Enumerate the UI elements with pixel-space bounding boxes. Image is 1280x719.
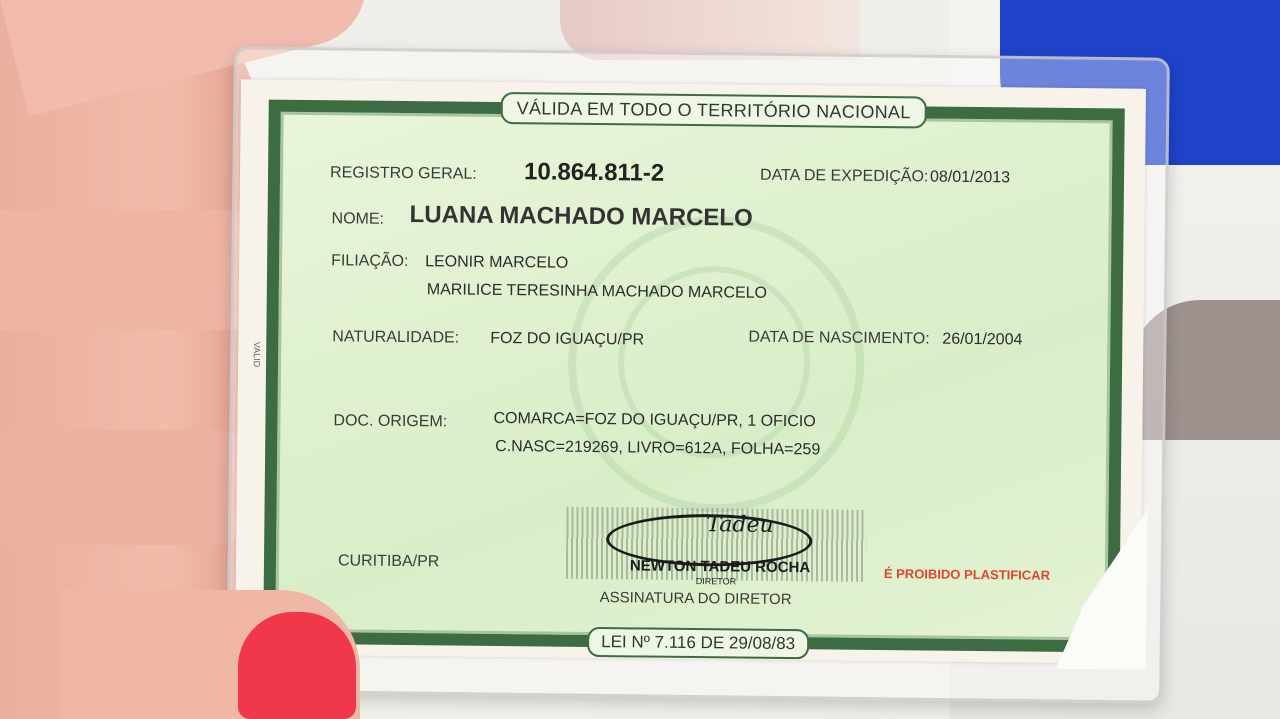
nome-value: LUANA MACHADO MARCELO xyxy=(409,201,753,232)
director-signature: Tadeu xyxy=(706,512,774,538)
registro-label: REGISTRO GERAL: xyxy=(329,164,477,183)
id-card-face xyxy=(263,97,1125,654)
lamination-warning: É PROIBIDO PLASTIFICAR xyxy=(883,566,1051,583)
law-footer: LEI Nº 7.116 DE 29/08/83 xyxy=(587,627,809,659)
doc-origem-line-1: COMARCA=FOZ DO IGUAÇU/PR, 1 OFICIO xyxy=(493,409,816,431)
naturalidade-label: NATURALIDADE: xyxy=(332,328,460,347)
expedicao-value: 08/01/2013 xyxy=(929,168,1011,187)
painted-fingernail xyxy=(238,612,356,719)
filiacao-parent-2: MARILICE TERESINHA MACHADO MARCELO xyxy=(426,281,768,302)
nascimento-label: DATA DE NASCIMENTO: xyxy=(748,328,930,348)
id-card xyxy=(235,79,1146,663)
naturalidade-value: FOZ DO IGUAÇU/PR xyxy=(490,329,645,349)
nascimento-value: 26/01/2004 xyxy=(942,330,1023,349)
doc-origem-label: DOC. ORIGEM: xyxy=(333,412,448,431)
nome-label: NOME: xyxy=(331,210,385,228)
filiacao-parent-1: LEONIR MARCELO xyxy=(425,253,569,272)
side-text: VALID xyxy=(251,341,262,368)
director-name: NEWTON TADEU ROCHA xyxy=(629,557,811,577)
validity-header: VÁLIDA EM TODO O TERRITÓRIO NACIONAL xyxy=(501,92,927,128)
registro-value: 10.864.811-2 xyxy=(523,158,665,187)
filiacao-label: FILIAÇÃO: xyxy=(331,252,409,271)
doc-origem-line-2: C.NASC=219269, LIVRO=612A, FOLHA=259 xyxy=(495,437,821,459)
director-title: DIRETOR xyxy=(695,576,737,587)
signature-caption: ASSINATURA DO DIRETOR xyxy=(599,589,792,609)
expedicao-label: DATA DE EXPEDIÇÃO: xyxy=(759,166,929,186)
city-label: CURITIBA/PR xyxy=(337,552,440,571)
